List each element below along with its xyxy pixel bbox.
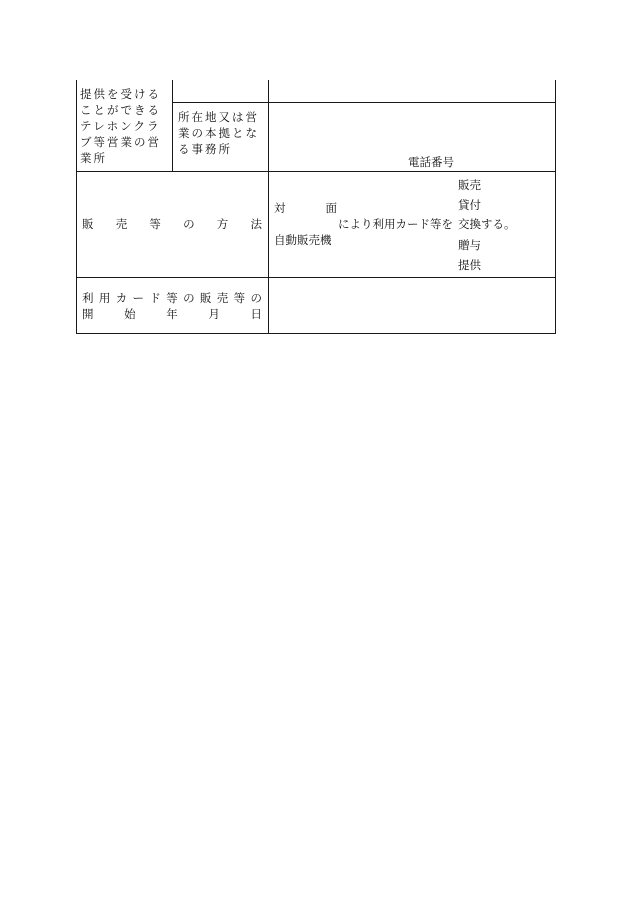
method-vending-machine: 自動販売機 <box>274 233 332 247</box>
start-date-label-line2 <box>82 307 262 323</box>
method-connector: により利用カード等を <box>338 217 453 231</box>
provider-label-line: ブ等営業の営 <box>80 135 161 149</box>
start-date-char: 販 <box>199 291 212 305</box>
rule-left-edge <box>76 80 77 334</box>
start-date-char: 等 <box>166 291 178 305</box>
start-date-char: 等 <box>233 291 246 305</box>
start-date-char: 開 <box>82 307 94 321</box>
start-date-char: ド <box>149 291 161 305</box>
rule-right-edge <box>555 80 556 334</box>
rule-label-divider <box>268 80 269 334</box>
start-date-char: カ <box>115 291 128 305</box>
method-option-lend: 貸付 <box>458 198 481 212</box>
method-option-exchange: 交換する。 <box>458 217 516 231</box>
rule-sales-top <box>76 171 556 172</box>
provider-label-line: ことができる <box>80 103 161 117</box>
start-date-char: の <box>250 291 262 305</box>
sales-method-label <box>82 217 262 233</box>
rule-form-bottom <box>76 333 556 334</box>
sales-method-char: 販 <box>82 217 94 231</box>
start-date-char: 年 <box>166 307 178 321</box>
method-option-provide: 提供 <box>458 258 481 272</box>
sales-method-char: 法 <box>250 217 262 231</box>
start-date-char: の <box>183 291 195 305</box>
location-label-line: 所在地又は営 <box>178 110 259 124</box>
location-label-line: る事務所 <box>178 142 232 156</box>
rule-location-top <box>172 102 556 103</box>
provider-label-line: 提供を受ける <box>80 87 161 101</box>
start-date-char: 始 <box>124 307 136 321</box>
method-face-char: 面 <box>325 201 337 215</box>
location-label <box>178 109 266 157</box>
sales-method-char: 売 <box>115 217 128 231</box>
start-date-char: 月 <box>208 307 220 321</box>
location-label-line: 業の本拠とな <box>178 126 259 140</box>
sales-method-char: の <box>183 217 195 231</box>
start-date-label-line1 <box>82 291 262 307</box>
start-date-char: 売 <box>216 291 229 305</box>
method-face-char: 対 <box>274 201 286 215</box>
method-face-to-face <box>274 201 337 217</box>
method-option-sale: 販売 <box>458 178 481 192</box>
provider-label-line: テレホンクラ <box>80 119 161 133</box>
sales-method-char: 方 <box>216 217 229 231</box>
rule-provider-divider <box>172 80 173 172</box>
provider-label-line: 業所 <box>80 151 107 165</box>
start-date-char: ー <box>132 291 145 305</box>
start-date-char: 用 <box>98 291 111 305</box>
phone-number-label: 電話番号 <box>408 155 454 169</box>
sales-method-char: 等 <box>149 217 161 231</box>
start-date-char: 利 <box>82 291 94 305</box>
start-date-char: 日 <box>250 307 262 321</box>
method-option-gift: 贈与 <box>458 238 481 252</box>
provider-label <box>80 86 168 166</box>
rule-start-date-top <box>76 277 556 278</box>
